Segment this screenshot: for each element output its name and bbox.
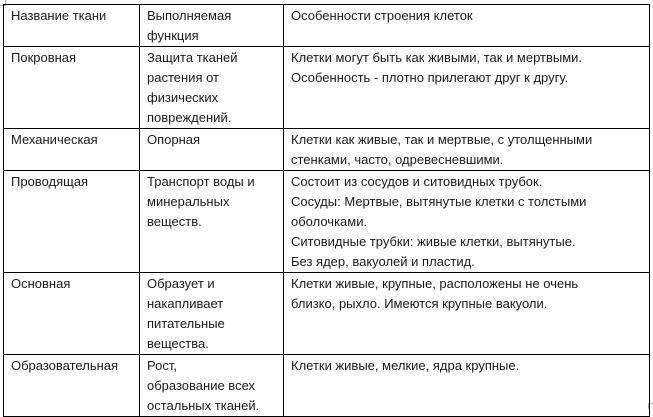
- cell-function: [140, 355, 284, 417]
- cell-function: [140, 273, 284, 355]
- tissue-name: Основная: [11, 276, 71, 291]
- function-line: растения от: [147, 70, 219, 85]
- table-row: [4, 273, 650, 355]
- header-label-line: Выполняемая: [147, 8, 232, 23]
- cell-features: [284, 273, 650, 355]
- cell-features: [284, 129, 650, 171]
- function-line: Транспорт воды и: [147, 174, 255, 189]
- header-cell-function: [140, 5, 284, 47]
- features-line: Клетки живые, крупные, расположены не очень: [291, 276, 579, 291]
- header-cell-tissue-name: [4, 5, 140, 47]
- table-row: [4, 171, 650, 273]
- features-line: Клетки как живые, так и мертвые, с утолщенными: [291, 132, 593, 147]
- table-header-row: [4, 5, 650, 47]
- tissue-name: Механическая: [11, 132, 98, 147]
- cell-tissue-name: [4, 47, 140, 129]
- features-line: оболочками.: [291, 214, 368, 229]
- features-line: Сосуды: Мертвые, вытянутые клетки с толстыми: [291, 194, 587, 209]
- features-line: Клетки живые, мелкие, ядра крупные.: [291, 358, 520, 373]
- features-line: Клетки могут быть как живыми, так и мертвыми.: [291, 50, 583, 65]
- function-line: накапливает: [147, 296, 224, 311]
- function-line: остальных тканей.: [147, 398, 260, 413]
- function-line: образование всех: [147, 378, 256, 393]
- cell-function: [140, 47, 284, 129]
- features-line: близко, рыхло. Имеются крупные вакуоли.: [291, 296, 548, 311]
- features-line: Без ядер, вакуолей и пластид.: [291, 254, 475, 269]
- function-line: вещества.: [147, 336, 209, 351]
- function-line: питательные: [147, 316, 225, 331]
- features-line: стенками, часто, одревесневшими.: [291, 152, 504, 167]
- function-line: Опорная: [147, 132, 201, 147]
- features-line: Ситовидные трубки: живые клетки, вытянутые.: [291, 234, 576, 249]
- cell-tissue-name: [4, 355, 140, 417]
- function-line: повреждений.: [147, 110, 232, 125]
- header-label: Особенности строения клеток: [291, 8, 473, 23]
- features-line: Особенность - плотно прилегают друг к другу.: [291, 70, 569, 85]
- table-row: [4, 47, 650, 129]
- function-line: Образует и: [147, 276, 215, 291]
- function-line: минеральных: [147, 194, 230, 209]
- function-line: Защита тканей: [147, 50, 238, 65]
- function-line: физических: [147, 90, 219, 105]
- function-line: Рост,: [147, 358, 177, 373]
- cell-function: [140, 129, 284, 171]
- plant-tissues-table: [3, 4, 650, 417]
- tissue-name: Образовательная: [11, 358, 119, 373]
- tissue-name: Проводящая: [11, 174, 89, 189]
- table-row: [4, 355, 650, 417]
- header-label-line: функция: [147, 28, 199, 43]
- cell-function: [140, 171, 284, 273]
- header-cell-cell-features: [284, 5, 650, 47]
- cell-features: [284, 47, 650, 129]
- cell-features: [284, 355, 650, 417]
- table-row: [4, 129, 650, 171]
- cell-features: [284, 171, 650, 273]
- cell-tissue-name: [4, 273, 140, 355]
- features-line: Состоит из сосудов и ситовидных трубок.: [291, 174, 543, 189]
- cell-tissue-name: [4, 129, 140, 171]
- function-line: веществ.: [147, 214, 202, 229]
- header-label: Название ткани: [11, 8, 107, 23]
- cell-tissue-name: [4, 171, 140, 273]
- tissue-name: Покровная: [11, 50, 77, 65]
